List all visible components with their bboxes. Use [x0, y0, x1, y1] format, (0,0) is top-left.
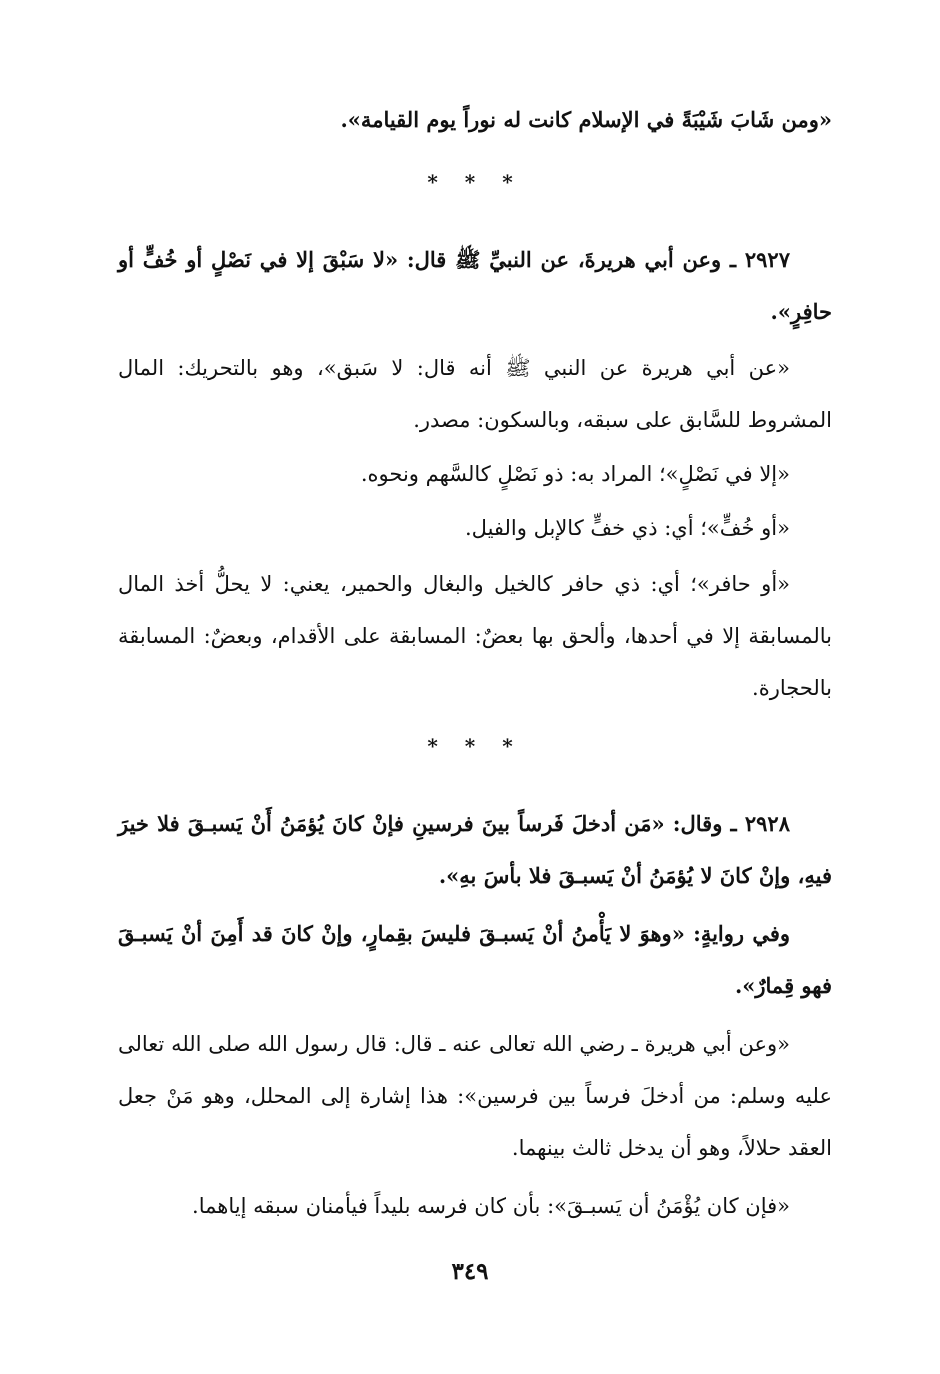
page-number: ٣٤٩	[451, 1258, 489, 1285]
commentary-2928-2: «فإن كان يُؤْمَنُ أن يَسبـقَ»: بأن كان فرسه بليداً فيأمنان سبقه إياهما.	[192, 1194, 790, 1218]
commentary-2927-2: «إلا في نَصْلٍ»؛ المراد به: ذو نَصْلٍ كالسَّهم ونحوه.	[360, 462, 790, 486]
commentary-2927-4: «أو حافر»؛ أي: ذي حافر كالخيل والبغال والحمير، يعني: لا يحلُّ أخذ المال بالمسابقة إلا في أحدها، وألحق بها بعضٌ: المسابقة على الأقدام، وبعضٌ: المسابقة بالحجارة.	[118, 572, 832, 700]
commentary-2927-1: «عن أبي هريرة عن النبي ﷺ أنه قال: لا سَبق»، وهو بالتحريك: المال المشروط للسَّابق على سبقه، وبالسكون: مصدر.	[118, 356, 832, 432]
section-separator-1: * * *	[427, 170, 523, 194]
hadith-2928-text: ٢٩٢٨ ـ وقال: «مَن أدخلَ فَرساً بينَ فرسينِ فإنْ كانَ يُؤمَنُ أَنْ يَسبـقَ فلا خيرَ فيهِ، وإنْ كانَ لا يُؤمَنُ أنْ يَسبـقَ فلا بأسَ بهِ».	[118, 811, 832, 888]
commentary-2928-1: «وعن أبي هريرة ـ رضي الله تعالى عنه ـ قال: قال رسول الله صلى الله تعالى عليه وسلم: من أدخلَ فرساً بين فرسين»: هذا إشارة إلى المحلل، وهو مَنْ جعل العقد حلالاً، وهو أن يدخل ثالث بينهما.	[118, 1032, 832, 1160]
intro-line: «ومن شَابَ شَيْبَةً في الإسلام كانت له نوراً يوم القيامة».	[340, 107, 832, 132]
hadith-2928-riwaya: وفي روايةٍ: «وهوَ لا يَأْمنُ أنْ يَسبـقَ فليسَ بقِمارٍ، وإنْ كانَ قد أَمِنَ أنْ يَسبـقَ فهو قِمارٌ».	[118, 921, 832, 998]
commentary-2927-3: «أو خُفٍّ»؛ أي: ذي خفٍّ كالإبل والفيل.	[464, 516, 790, 540]
hadith-2927-text: ٢٩٢٧ ـ وعن أبي هريرةَ، عن النبيِّ ﷺ قال: «لا سَبْقَ إلا في نَصْلٍ أو خُفٍّ أو حافِرٍ».	[118, 247, 832, 324]
section-separator-2: * * *	[427, 734, 523, 758]
